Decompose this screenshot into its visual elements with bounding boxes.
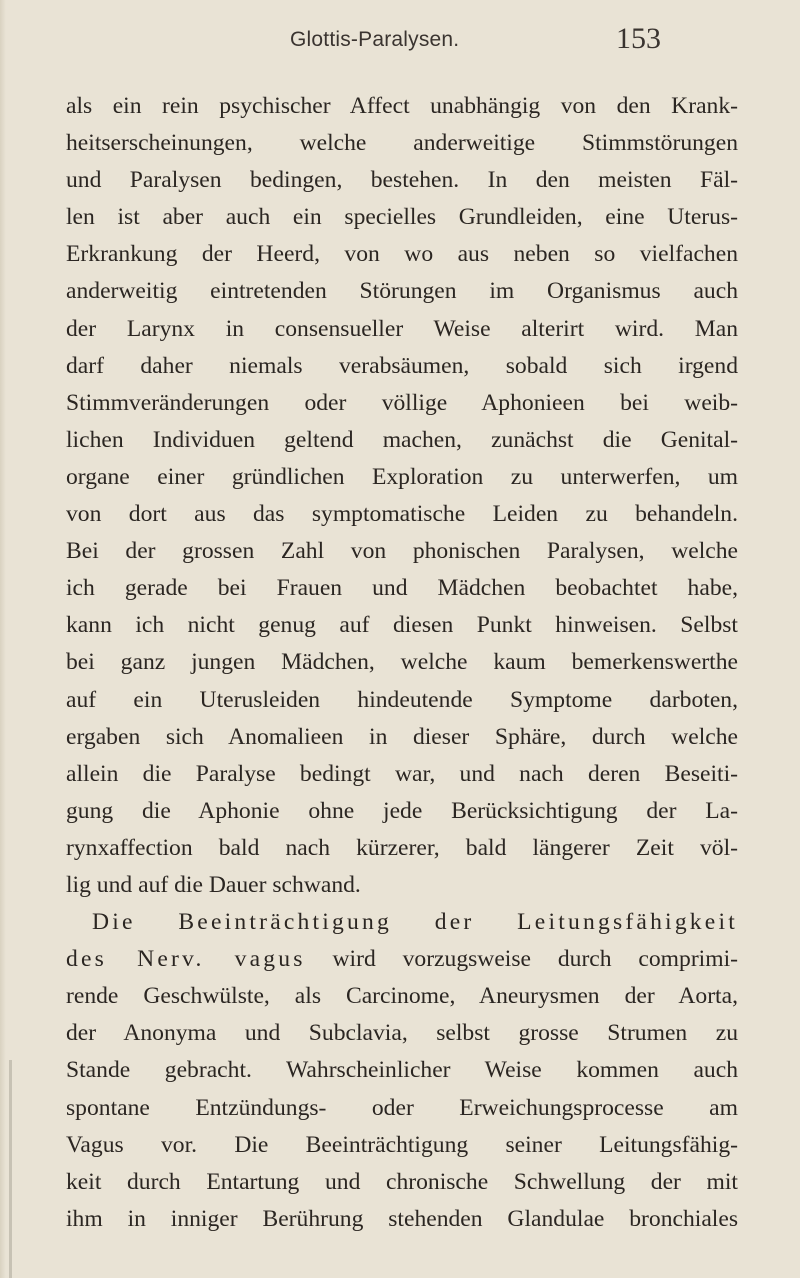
text-line: allein die Paralyse bedingt war, und nach deren Beseiti- [66, 760, 738, 787]
emphasized-phrase: des Nerv. vagus [66, 946, 306, 973]
text-line: lichen Individuen geltend machen, zunächst die Genital- [66, 426, 738, 453]
running-head: Glottis-Paralysen. [290, 28, 460, 51]
text-line: heitserscheinungen, welche anderweitige Stimmstörungen [66, 130, 738, 157]
text-line: rynxaffection bald nach kürzerer, bald längerer Zeit völ- [66, 834, 738, 861]
text-line: ergaben sich Anomalieen in dieser Sphäre, durch welche [66, 723, 738, 750]
text-line: Bei der grossen Zahl von phonischen Paralysen, welche [66, 538, 738, 565]
text-line: und Paralysen bedingen, bestehen. In den meisten Fäl- [66, 167, 738, 194]
text-line: ihm in inniger Berührung stehenden Glandulae bronchiales [66, 1205, 738, 1232]
text-line: kann ich nicht genug auf diesen Punkt hinweisen. Selbst [66, 612, 738, 639]
text-line: von dort aus das symptomatische Leiden zu behandeln. [66, 501, 738, 528]
text-line: der Larynx in consensueller Weise alterirt wird. Man [66, 315, 738, 342]
text-line: len ist aber auch ein specielles Grundleiden, eine Uterus- [66, 204, 738, 231]
text-line: spontane Entzündungs- oder Erweichungsprocesse am [66, 1094, 738, 1121]
text-line: Stande gebracht. Wahrscheinlicher Weise kommen auch [66, 1057, 738, 1084]
margin-scan-mark [9, 1060, 12, 1278]
text-line: keit durch Entartung und chronische Schwellung der mit [66, 1168, 738, 1195]
text-line-paragraph-end: lig und auf die Dauer schwand. [66, 871, 361, 898]
text-line: darf daher niemals verabsäumen, sobald sich irgend [66, 352, 738, 379]
text-line: anderweitig eintretenden Störungen im Organismus auch [66, 278, 738, 305]
page-edge-shadow [0, 0, 6, 1278]
page-number: 153 [616, 22, 661, 55]
text-line: organe einer gründlichen Exploration zu unterwerfen, um [66, 463, 738, 490]
text-line: Stimmveränderungen oder völlige Aphonieen bei weib- [66, 389, 738, 416]
body-text [66, 88, 738, 1238]
text-line-emphasized: Die Beeinträchtigung der Leitungsfähigkeit [92, 909, 738, 936]
text-line-mixed [66, 941, 738, 978]
text-line: als ein rein psychischer Affect unabhängig von den Krank- [66, 93, 738, 119]
text-line: rende Geschwülste, als Carcinome, Aneurysmen der Aorta, [66, 983, 738, 1010]
text-line: Erkrankung der Heerd, von wo aus neben so vielfachen [66, 241, 738, 268]
text-line: bei ganz jungen Mädchen, welche kaum bemerkenswerthe [66, 649, 738, 676]
text-line: auf ein Uterusleiden hindeutende Symptome darboten, [66, 686, 738, 713]
page-header [0, 22, 800, 62]
text-line: Vagus vor. Die Beeinträchtigung seiner Leitungsfähig- [66, 1131, 738, 1158]
text-line: ich gerade bei Frauen und Mädchen beobachtet habe, [66, 575, 738, 602]
text-segment: wird vorzugsweise durch comprimi- [305, 946, 738, 973]
text-line: gung die Aphonie ohne jede Berücksichtigung der La- [66, 797, 738, 824]
text-line: der Anonyma und Subclavia, selbst grosse Strumen zu [66, 1020, 738, 1047]
